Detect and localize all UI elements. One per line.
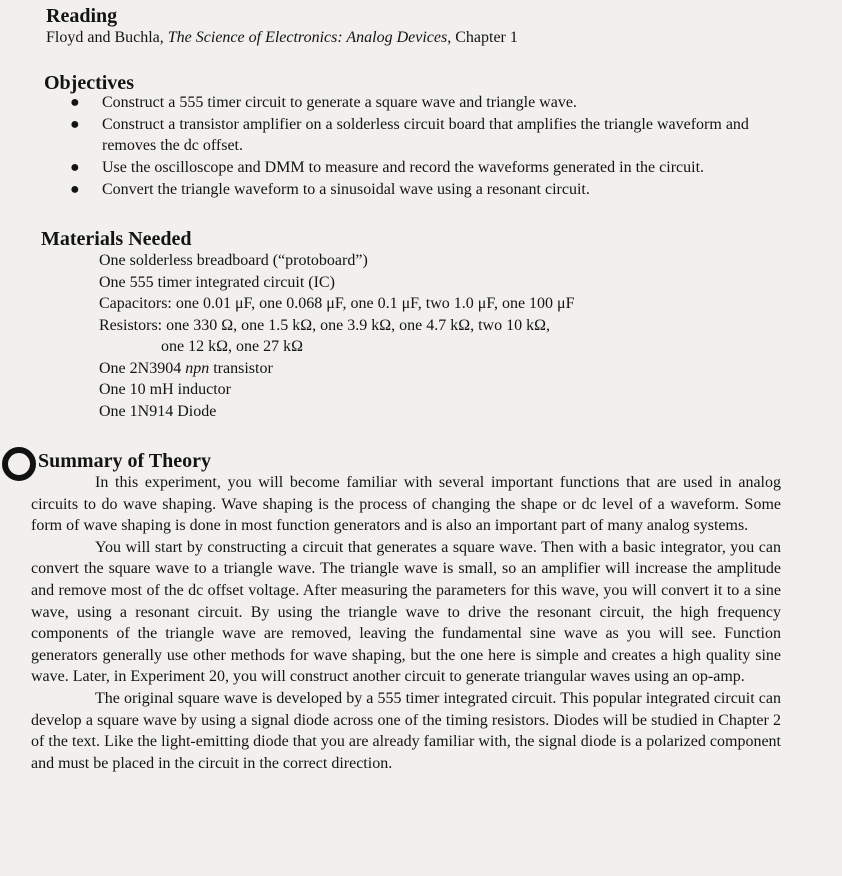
citation-book-title: The Science of Electronics: Analog Devices: [167, 29, 448, 46]
material-item: Capacitors: one 0.01 μF, one 0.068 μF, one 0.1 μF, two 1.0 μF, one 100 μF: [99, 295, 575, 312]
theory-body: [31, 472, 781, 774]
bullet-icon: ●: [70, 159, 80, 176]
objectives-list: [60, 92, 800, 201]
bullet-icon: ●: [70, 181, 80, 198]
objective-item: ● Convert the triangle waveform to a sinusoidal wave using a resonant circuit.: [70, 181, 590, 198]
citation-chapter: , Chapter 1: [447, 29, 518, 46]
material-item-transistor: One 2N3904 npn transistor: [99, 359, 273, 377]
material-item: One 555 timer integrated circuit (IC): [99, 273, 335, 291]
bullet-icon: ●: [70, 116, 80, 133]
theory-paragraph: In this experiment, you will become familiar with several important functions that are used in analog circuits to do wave shaping. Wave shaping is the process of changing the shape or dc level of a waveform. Some form of wave shaping is done in most function generators and is also an important part of many analog systems.: [31, 474, 781, 535]
material-item: Resistors: one 330 Ω, one 1.5 kΩ, one 3.9 kΩ, one 4.7 kΩ, two 10 kΩ,: [99, 316, 550, 334]
material-item: One 10 mH inductor: [99, 381, 231, 398]
bullet-icon: ●: [70, 94, 80, 111]
reading-citation: [46, 28, 518, 48]
theory-heading: Summary of Theory: [38, 450, 211, 472]
theory-paragraph: You will start by constructing a circuit that generates a square wave. Then with a basic integrator, you can convert the square wave to a triangle wave. The triangle wave is small, so an amplifier will increase the amplitude and remove most of the dc offset voltage. After measuring the parameters for this wave, you will convert it to a sine wave, using a resonant circuit. By using the triangle wave to drive the resonant circuit, the high frequency components of the triangle wave are removed, leaving the fundamental sine wave as you will see. Function generators generally use other methods for wave shaping, but the one here is simple and creates a high quality sine wave. Later, in Experiment 20, you will construct another circuit to generate triangular waves using an op-amp.: [31, 538, 781, 686]
materials-heading: Materials Needed: [41, 228, 192, 250]
theory-paragraph: The original square wave is developed by a 555 timer integrated circuit. This popular integrated circuit can develop a square wave by using a signal diode across one of the timing resistors. Diodes will be studied in Chapter 2 of the text. Like the light-emitting diode that you are already familiar with, the signal diode is a polarized component and must be placed in the circuit in the correct direction.: [31, 689, 781, 772]
materials-list: [99, 250, 575, 422]
objective-item: ● Construct a 555 timer circuit to generate a square wave and triangle wave.: [70, 94, 577, 111]
material-item: One 1N914 Diode: [99, 402, 217, 420]
objective-item: ● Construct a transistor amplifier on a solderless circuit board that amplifies the triangle waveform and removes the dc offset.: [70, 116, 749, 154]
objectives-heading: Objectives: [44, 72, 134, 94]
material-item: One solderless breadboard (“protoboard”): [99, 252, 368, 269]
reading-heading: Reading: [46, 5, 118, 27]
citation-authors: Floyd and Buchla,: [46, 29, 168, 46]
objective-item: ● Use the oscilloscope and DMM to measure and record the waveforms generated in the circuit.: [70, 159, 705, 176]
material-item-continued: one 12 kΩ, one 27 kΩ: [161, 338, 303, 355]
